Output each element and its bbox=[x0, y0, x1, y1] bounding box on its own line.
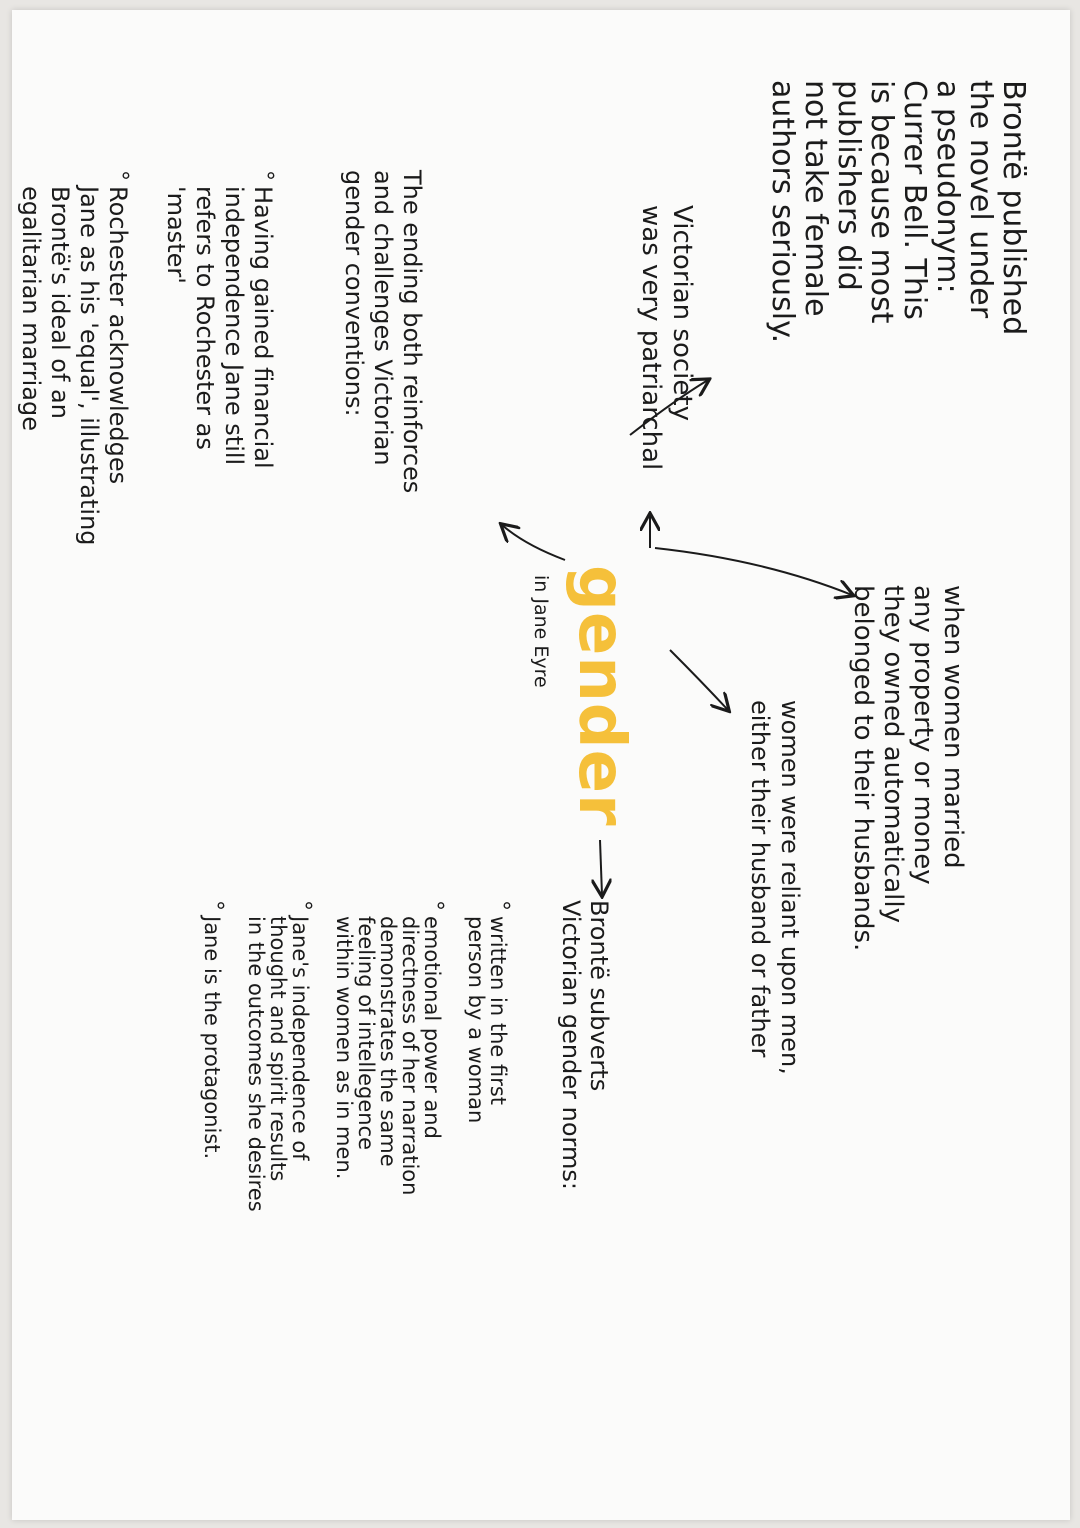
list-item: ° Rochester acknowledges Jane as his 'equal', illustrating Brontë's ideal of an egalitarian marriage bbox=[16, 170, 132, 790]
reliant-note: women were reliant upon men, either their husband or father bbox=[746, 700, 804, 1075]
ending-list bbox=[0, 170, 306, 790]
arrow-to-reliant bbox=[670, 650, 728, 710]
subverts-note bbox=[157, 900, 635, 1460]
list-item: ° Jane's independence of thought and spirit results in the outcomes she desires bbox=[245, 900, 311, 1460]
arrow-to-ending bbox=[502, 525, 565, 560]
subverts-intro: Brontë subverts Victorian gender norms: bbox=[557, 900, 613, 1190]
center-subtitle: in Jane Eyre bbox=[530, 575, 552, 688]
arrow-to-subverts bbox=[600, 840, 602, 895]
list-item: ° Jane is the protagonist. bbox=[201, 900, 223, 1460]
list-item: ° Having gained financial independence Jane still refers to Rochester as 'master' bbox=[161, 170, 277, 790]
center-title: gender bbox=[564, 565, 638, 827]
ending-intro: The ending both reinforces and challenges Victorian gender conventions: bbox=[340, 170, 426, 494]
pseudonym-note: Brontë published the novel under a pseudonym: Currer Bell. This is because most publishers did not take female authors seriously. bbox=[765, 80, 1031, 344]
list-item: ° emotional power and directness of her narration demonstrates the same feeling of intellegence within women as in men. bbox=[333, 900, 443, 1460]
patriarchal-note: Victorian society was very patriarchal bbox=[636, 205, 697, 471]
subverts-list bbox=[179, 900, 531, 1460]
property-note: when women married any property or money they owned automatically belonged to their husbands. bbox=[848, 585, 968, 952]
list-item: ° written in the first person by a woman bbox=[465, 900, 509, 1460]
ending-note bbox=[0, 170, 455, 790]
